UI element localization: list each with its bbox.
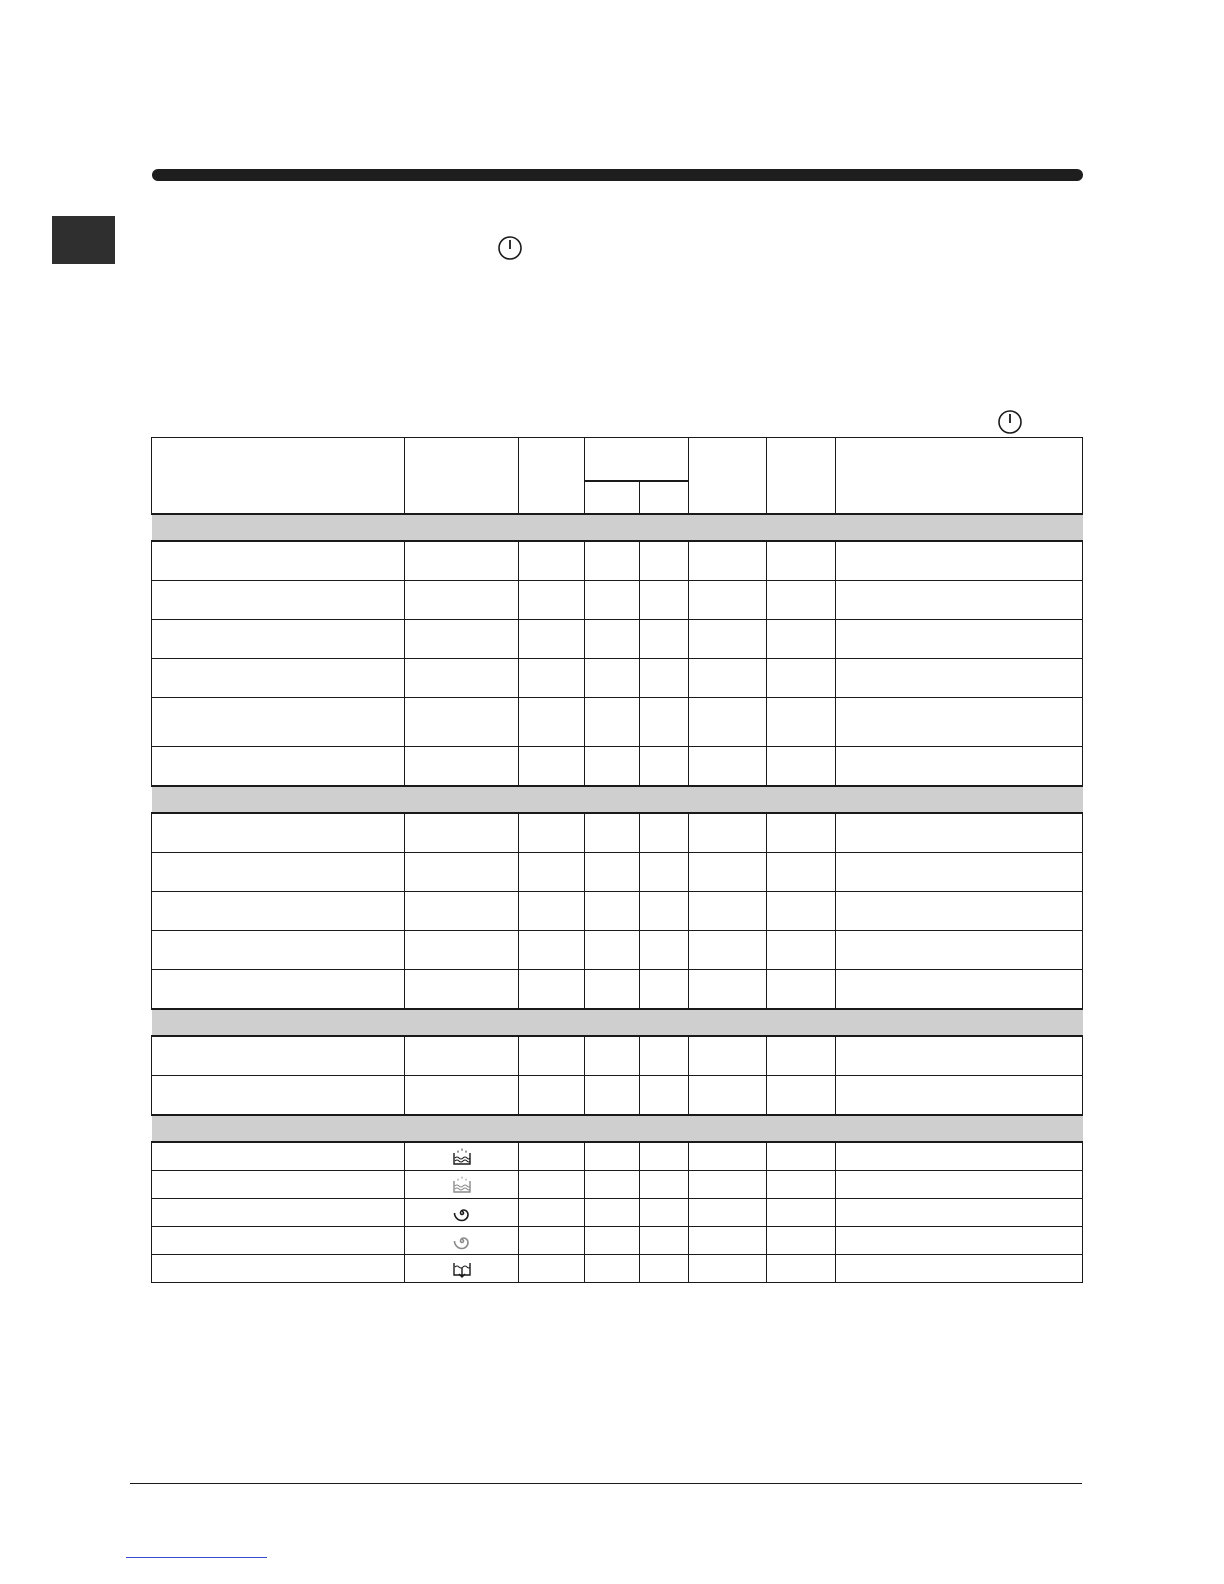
table-row [152, 620, 1083, 659]
table-row [152, 1171, 1083, 1199]
table-row [152, 813, 1083, 853]
table-row [152, 970, 1083, 1010]
table-header [152, 438, 1083, 515]
table-row [152, 1142, 1083, 1171]
header-cell [405, 438, 519, 515]
language-tab [52, 216, 115, 264]
table-row [152, 1255, 1083, 1283]
table-row [152, 698, 1083, 747]
section-band [152, 1115, 1083, 1142]
table-row [152, 931, 1083, 970]
table-row [152, 659, 1083, 698]
power-icon [997, 409, 1023, 435]
footer-rule [130, 1483, 1082, 1484]
header-cell [152, 438, 405, 515]
footer-link[interactable] [126, 1557, 267, 1558]
header-group-cell [585, 438, 689, 482]
header-cell [689, 438, 767, 515]
header-rule [152, 169, 1083, 181]
section-band [152, 786, 1083, 813]
section-band [152, 514, 1083, 541]
header-cell [767, 438, 836, 515]
table-row [152, 581, 1083, 620]
table-row [152, 853, 1083, 892]
table-row [152, 541, 1083, 581]
rinse-icon [405, 1147, 518, 1167]
table-row [152, 1227, 1083, 1255]
table-row [152, 1036, 1083, 1076]
section-band [152, 1009, 1083, 1036]
programmes-table [151, 437, 1083, 1283]
drain-icon [405, 1259, 518, 1279]
rinse-icon [405, 1175, 518, 1195]
power-icon [497, 235, 523, 261]
table-row [152, 892, 1083, 931]
header-subcell [585, 481, 640, 514]
table-row [152, 747, 1083, 787]
spin-icon [405, 1231, 518, 1251]
table-row [152, 1076, 1083, 1116]
header-subcell [640, 481, 689, 514]
header-cell [836, 438, 1083, 515]
header-cell [519, 438, 585, 515]
spin-icon [405, 1203, 518, 1223]
table-row [152, 1199, 1083, 1227]
